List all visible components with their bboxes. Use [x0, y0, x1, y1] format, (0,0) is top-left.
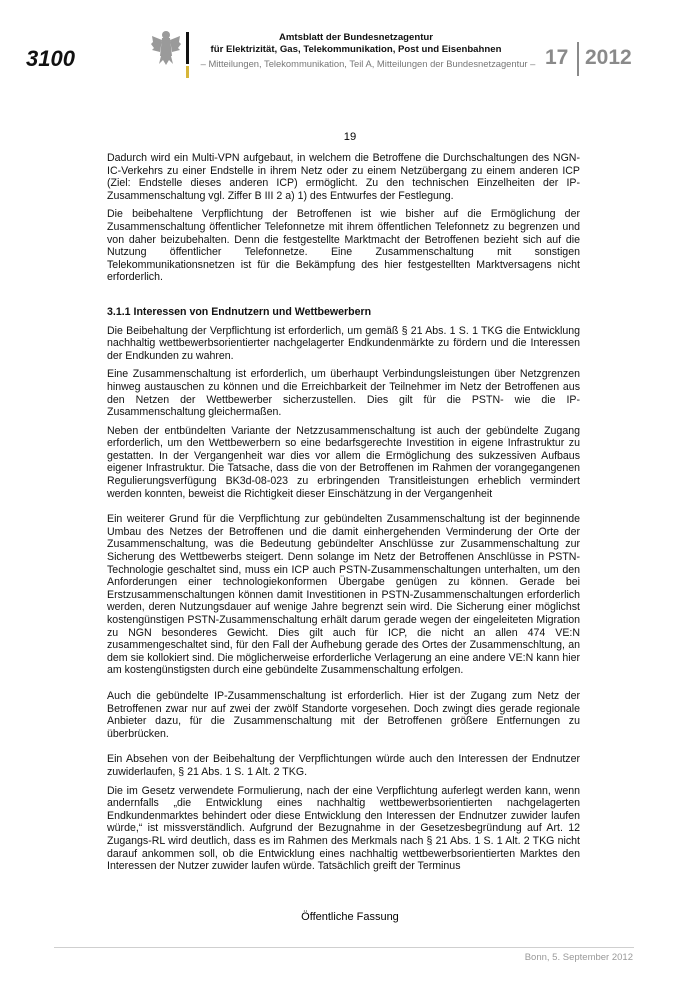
- paragraph: Eine Zusammenschaltung ist erforderlich, um überhaupt Verbindungsleistungen über Netzgrenzen hinweg austauschen zu können und die Erreichbarkeit der Teilnehmer im Netz der Betroffenen aus den Netzen der Wettbewerber sicherzustellen. Dies gilt für die PSTN- wie die IP-Zusammenschaltung gleichermaßen.: [107, 368, 580, 419]
- header-divider-black: [186, 32, 189, 64]
- page-number: 19: [343, 131, 357, 143]
- issue-year-separator: [577, 42, 579, 76]
- issue: 17: [545, 46, 569, 69]
- paragraph: Ein Absehen von der Beibehaltung der Verpflichtungen würde auch den Interessen der Endnutzer zuwiderlaufen, § 21 Abs. 1 S. 1 Alt. 2 TKG.: [107, 753, 580, 778]
- gazette-title-line1: Amtsblatt der Bundesnetzagentur: [278, 32, 434, 43]
- paragraph: Auch die gebündelte IP-Zusammenschaltung ist erforderlich. Hier ist der Zugang zum Netz der Betroffenen zwar nur auf zwei der zwölf Standorte vorgesehen. Doch zwingt dies gerade regionale Anbieter dazu, für die Zusammenschaltung mit der Betroffenen größere Entfernungen zu überbrücken.: [107, 689, 580, 740]
- paragraph: Ein weiterer Grund für die Verpflichtung zur gebündelten Zusammenschaltung ist der beginnende Umbau des Netzes der Betroffenen und die damit einhergehenden Verminderung der Orte der Zusammenschaltung, was die Bedeutung gebündelter Anschlüsse zur Zusammenschaltung zur Sicherung des Wettbewerbs steigert. Denn solange im Netz der Betroffenen Anschlüsse in PSTN-Technologie geschaltet sind, muss ein ICP auch PSTN-Zusammenschaltungen unterhalten, um den Anforderungen einer technologiekonformen Übergabe genügen zu können. Gerade bei Erstzusammenschaltungen können damit Investitionen in PSTN-Zusammenschaltungen erforderlich werden, deren Nutzungsdauer auf wenige Jahre begrenzt sein wird. Die Sicherung einer möglichst kostengünstigen PSTN-Zusammenschaltung erhält darum gerade wegen der eingeleiteten Migration zu NGN besonderes Gewicht. Dies gilt auch für ICP, die nicht an allen 474 VE:N zusammengeschaltet sind, für den Fall der Aufhebung gerade des Ortes der Zusammenschltung, an dem sie kollokiert sind. Die möglicherweise erforderliche Verlagerung an eine andere VE:N kann hier am kostengünstigsten durch eine gebündelte Zusammenschaltung erfolgen.: [107, 513, 580, 677]
- paragraph: Die im Gesetz verwendete Formulierung, nach der eine Verpflichtung auferlegt werden kann, wenn andernfalls „die Entwicklung eines nachhaltig wettbewerbsorientierten nachgelagerten Endkundenmarktes behindert oder diese Entwicklung den Interessen der Endnutzer zuwider laufen würde,“ ist missverständlich. Aufgrund der Bezugnahme in der Gesetzesbegründung auf Art. 12 Zugangs-RL wird deutlich, dass es im Rahmen des Merkmals nach § 21 Abs. 1 S. 1 Alt. 2 TKG nicht darauf ankommen soll, ob die Entwicklung eines nachhaltig wettbewerbsorientierten Marktes den Interessen der Nutzer zuwider laufen würde. Tatsächlich greift der Terminus: [107, 784, 580, 873]
- footer-divider: [54, 947, 634, 948]
- paragraph: Die beibehaltene Verpflichtung der Betroffenen ist wie bisher auf die Ermöglichung der Zusammenschaltung öffentlicher Telefonnetze mit ihrem öffentlichen Telefonnetz zu begrenzen und von daher beizubehalten. Denn die festgestellte Marktmacht der Betroffenen bezieht sich auf die Nutzung öffentlicher Telefonnetze. Eine Zusammenschaltung mit sonstigen Telekommunikationsnetzen ist für die Bekämpfung des hier festgestellten Marktversagens nicht erforderlich.: [107, 208, 580, 284]
- gazette-title-line2: für Elektrizität, Gas, Telekommunikation, Post und Eisenbahnen: [210, 44, 502, 55]
- year: 2012: [585, 46, 632, 69]
- paragraph: Die Beibehaltung der Verpflichtung ist erforderlich, um gemäß § 21 Abs. 1 S. 1 TKG die Entwicklung nachhaltig wettbewerbsorientierter nachgelagerter Endkundenmärkte zu fördern und die Interessen der Endkunden zu wahren.: [107, 324, 580, 362]
- gazette-title: [196, 32, 516, 56]
- section-heading: 3.1.1 Interessen von Endnutzern und Wettbewerbern: [107, 305, 372, 318]
- document-body: [107, 152, 580, 879]
- federal-eagle-icon: [150, 28, 182, 68]
- public-version-label: Öffentliche Fassung: [301, 911, 399, 923]
- issue-number: 3100: [26, 46, 75, 71]
- paragraph: Dadurch wird ein Multi-VPN aufgebaut, in welchem die Betroffene die Durchschaltungen des NGN-IC-Verkehrs zu einer Endstelle in ihrem Netz oder zu einem Netzübergang zu einem anderen ICP (Ziel: Endstelle dieses anderen ICP) ermöglicht. Zu den technischen Einzelheiten der IP-Zusammenschaltung vgl. Ziffer B III 2 a) 1) des Entwurfes der Festlegung.: [107, 152, 580, 202]
- paragraph: Neben der entbündelten Variante der Netzzusammenschaltung ist auch der gebündelte Zugang erforderlich, um den Wettbewerbern so eine bedarfsgerechte Investition in eigene Infrastruktur zu gestatten. In der Vergangenheit war dies vor allem die Ermöglichung des sukzessiven Aufbaus eigener Infrastruktur. Die Tatsache, dass die von der Betroffenen im Rahmen der vorangegangenen Regulierungsverfügung BK3d-08-023 zu erbringenden Transitleistungen erheblich vermindert werden konnten, beweist die Richtigkeit dieser Einschätzung in der Vergangenheit: [107, 424, 580, 500]
- header-divider-gold: [186, 66, 189, 78]
- footer-date: Bonn, 5. September 2012: [524, 952, 633, 963]
- gazette-subtitle: – Mitteilungen, Telekommunikation, Teil A, Mitteilungen der Bundesnetzagentur –: [200, 58, 536, 69]
